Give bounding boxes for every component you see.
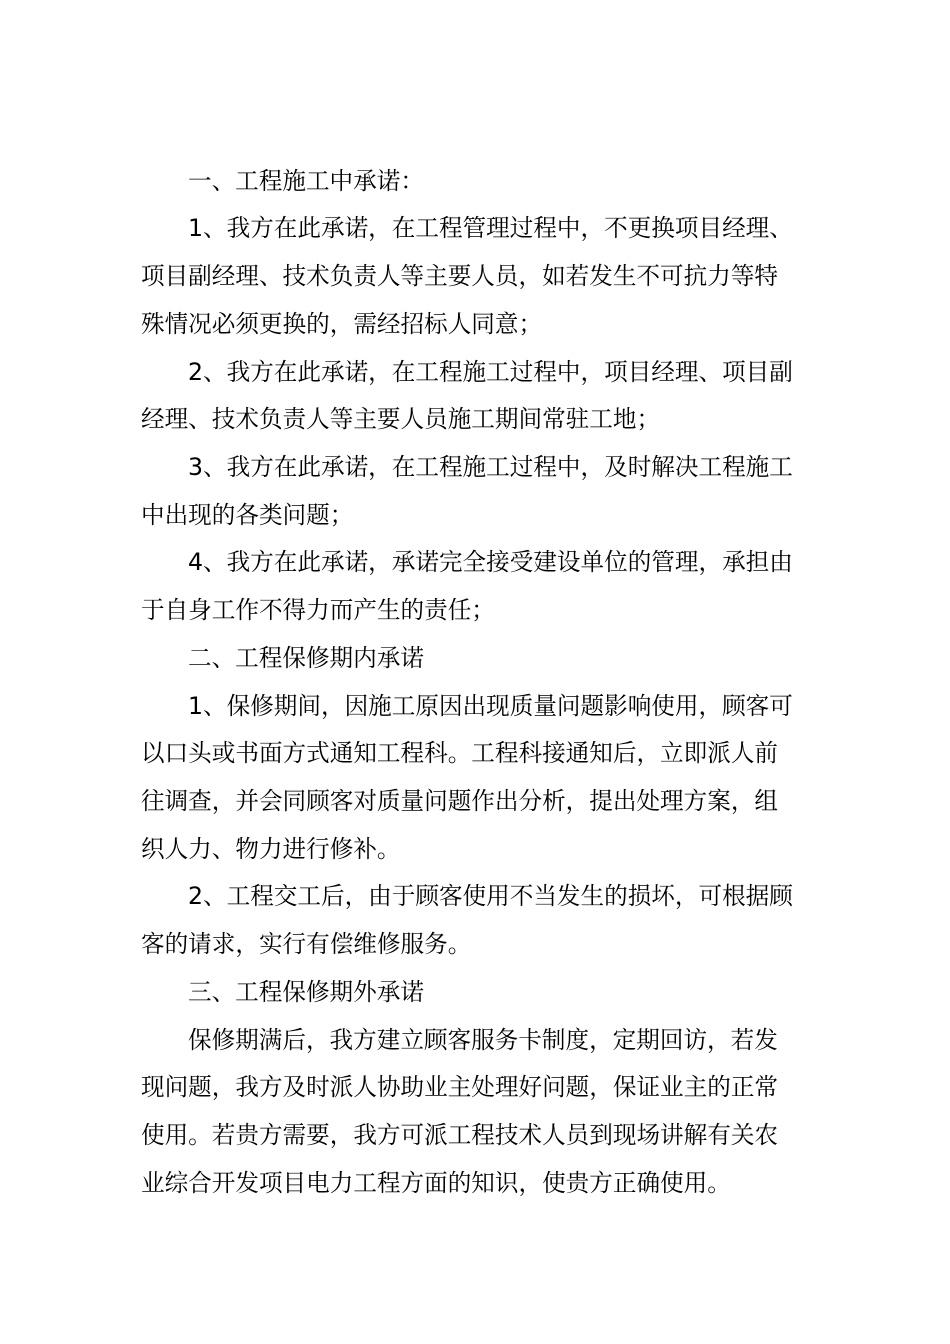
paragraph-line: 使用。若贵方需要，我方可派工程技术人员到现场讲解有关农	[141, 1121, 779, 1149]
paragraph-line: 于自身工作不得力而产生的责任；	[141, 596, 495, 624]
paragraph-line: 1、保修期间，因施工原因出现质量问题影响使用，顾客可	[188, 692, 793, 720]
paragraph-line: 2、我方在此承诺，在工程施工过程中，项目经理、项目副	[188, 358, 793, 386]
paragraph-line: 殊情况必须更换的，需经招标人同意；	[141, 310, 543, 338]
paragraph-line: 保修期满后，我方建立顾客服务卡制度，定期回访，若发	[188, 1026, 778, 1054]
paragraph-line: 现问题，我方及时派人协助业主处理好问题，保证业主的正常	[141, 1073, 779, 1101]
section-heading-1: 一、工程施工中承诺：	[188, 167, 424, 195]
paragraph-line: 中出现的各类问题；	[141, 501, 354, 529]
paragraph-line: 3、我方在此承诺，在工程施工过程中，及时解决工程施工	[188, 453, 793, 481]
paragraph-line: 业综合开发项目电力工程方面的知识，使贵方正确使用。	[141, 1169, 731, 1197]
paragraph-line: 2、工程交工后，由于顾客使用不当发生的损坏，可根据顾	[188, 882, 793, 910]
paragraph-line: 4、我方在此承诺，承诺完全接受建设单位的管理，承担由	[188, 548, 793, 576]
paragraph-line: 客的请求，实行有偿维修服务。	[141, 930, 472, 958]
paragraph-line: 经理、技术负责人等主要人员施工期间常驻工地；	[141, 405, 661, 433]
paragraph-line: 往调查，并会同顾客对质量问题作出分析，提出处理方案，组	[141, 787, 779, 815]
paragraph-line: 1、我方在此承诺，在工程管理过程中，不更换项目经理、	[188, 214, 793, 242]
paragraph-line: 项目副经理、技术负责人等主要人员，如若发生不可抗力等特	[141, 262, 779, 290]
section-heading-2: 二、工程保修期内承诺	[188, 644, 424, 672]
paragraph-line: 织人力、物力进行修补。	[141, 835, 401, 863]
section-heading-3: 三、工程保修期外承诺	[188, 978, 424, 1006]
paragraph-line: 以口头或书面方式通知工程科。工程科接通知后，立即派人前	[141, 739, 779, 767]
